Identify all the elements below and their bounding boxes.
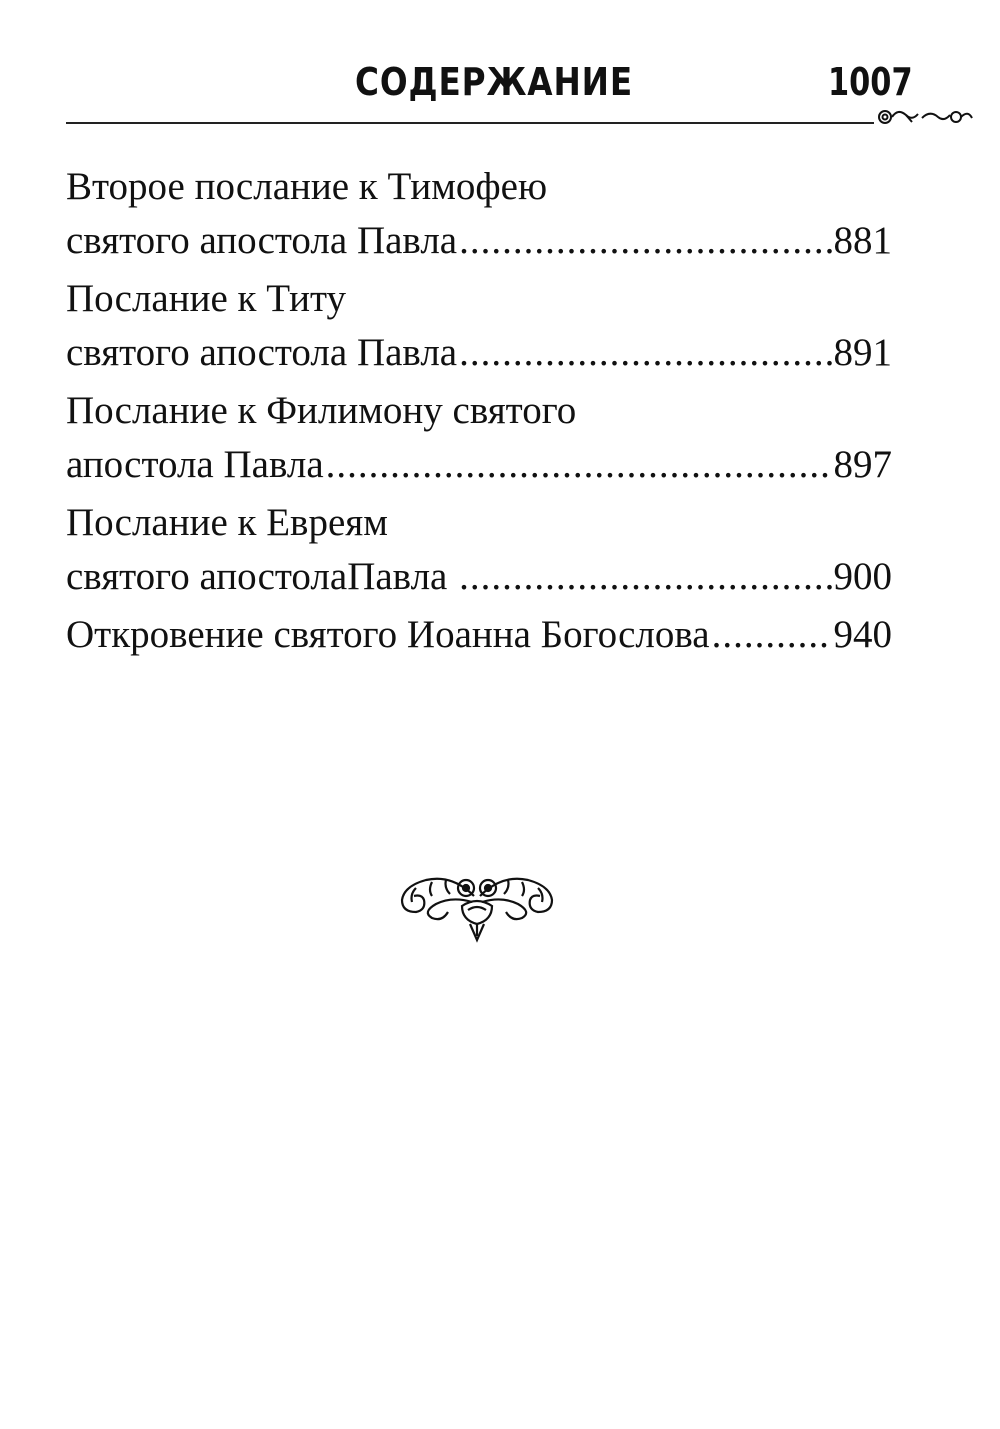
toc-page-number: 900: [833, 555, 892, 598]
toc-entry[interactable]: [66, 496, 892, 604]
dot-leader: [459, 214, 831, 268]
header-rule: [66, 122, 874, 124]
toc-entry[interactable]: [66, 160, 892, 268]
toc-page-number: 897: [833, 443, 892, 486]
toc-entry-title-line: Послание к Филимону святого: [66, 389, 577, 432]
page-title: СОДЕРЖАНИЕ: [355, 60, 634, 104]
toc-entry-title-line: Откровение святого Иоанна Богослова: [66, 613, 710, 656]
toc-page-number: 891: [833, 331, 892, 374]
page-number: 1007: [828, 60, 913, 104]
flourish-icon: [876, 104, 974, 128]
toc-entry-title-line: Второе послание к Тимофею: [66, 165, 548, 208]
toc-entry-title-line: святого апостола Павла: [66, 219, 458, 262]
dot-leader: [459, 550, 831, 604]
toc-entry[interactable]: [66, 384, 892, 492]
toc-entry[interactable]: [66, 608, 892, 662]
running-head: [0, 60, 1000, 110]
toc-entry-title-line: Послание к Титу: [66, 277, 346, 320]
dot-leader: [326, 438, 832, 492]
toc-entry[interactable]: [66, 272, 892, 380]
dot-leader: [712, 608, 832, 662]
table-of-contents: [66, 160, 892, 666]
dot-leader: [459, 326, 831, 380]
toc-entry-title-line: святого апостола Павла: [66, 331, 458, 374]
floral-ornament-icon: [392, 866, 562, 946]
toc-entry-title-line: святого апостолаПавла: [66, 555, 458, 598]
toc-page-number: 940: [833, 613, 892, 656]
toc-entry-title-line: Послание к Евреям: [66, 501, 388, 544]
toc-page-number: 881: [833, 219, 892, 262]
toc-entry-title-line: апостола Павла: [66, 443, 324, 486]
